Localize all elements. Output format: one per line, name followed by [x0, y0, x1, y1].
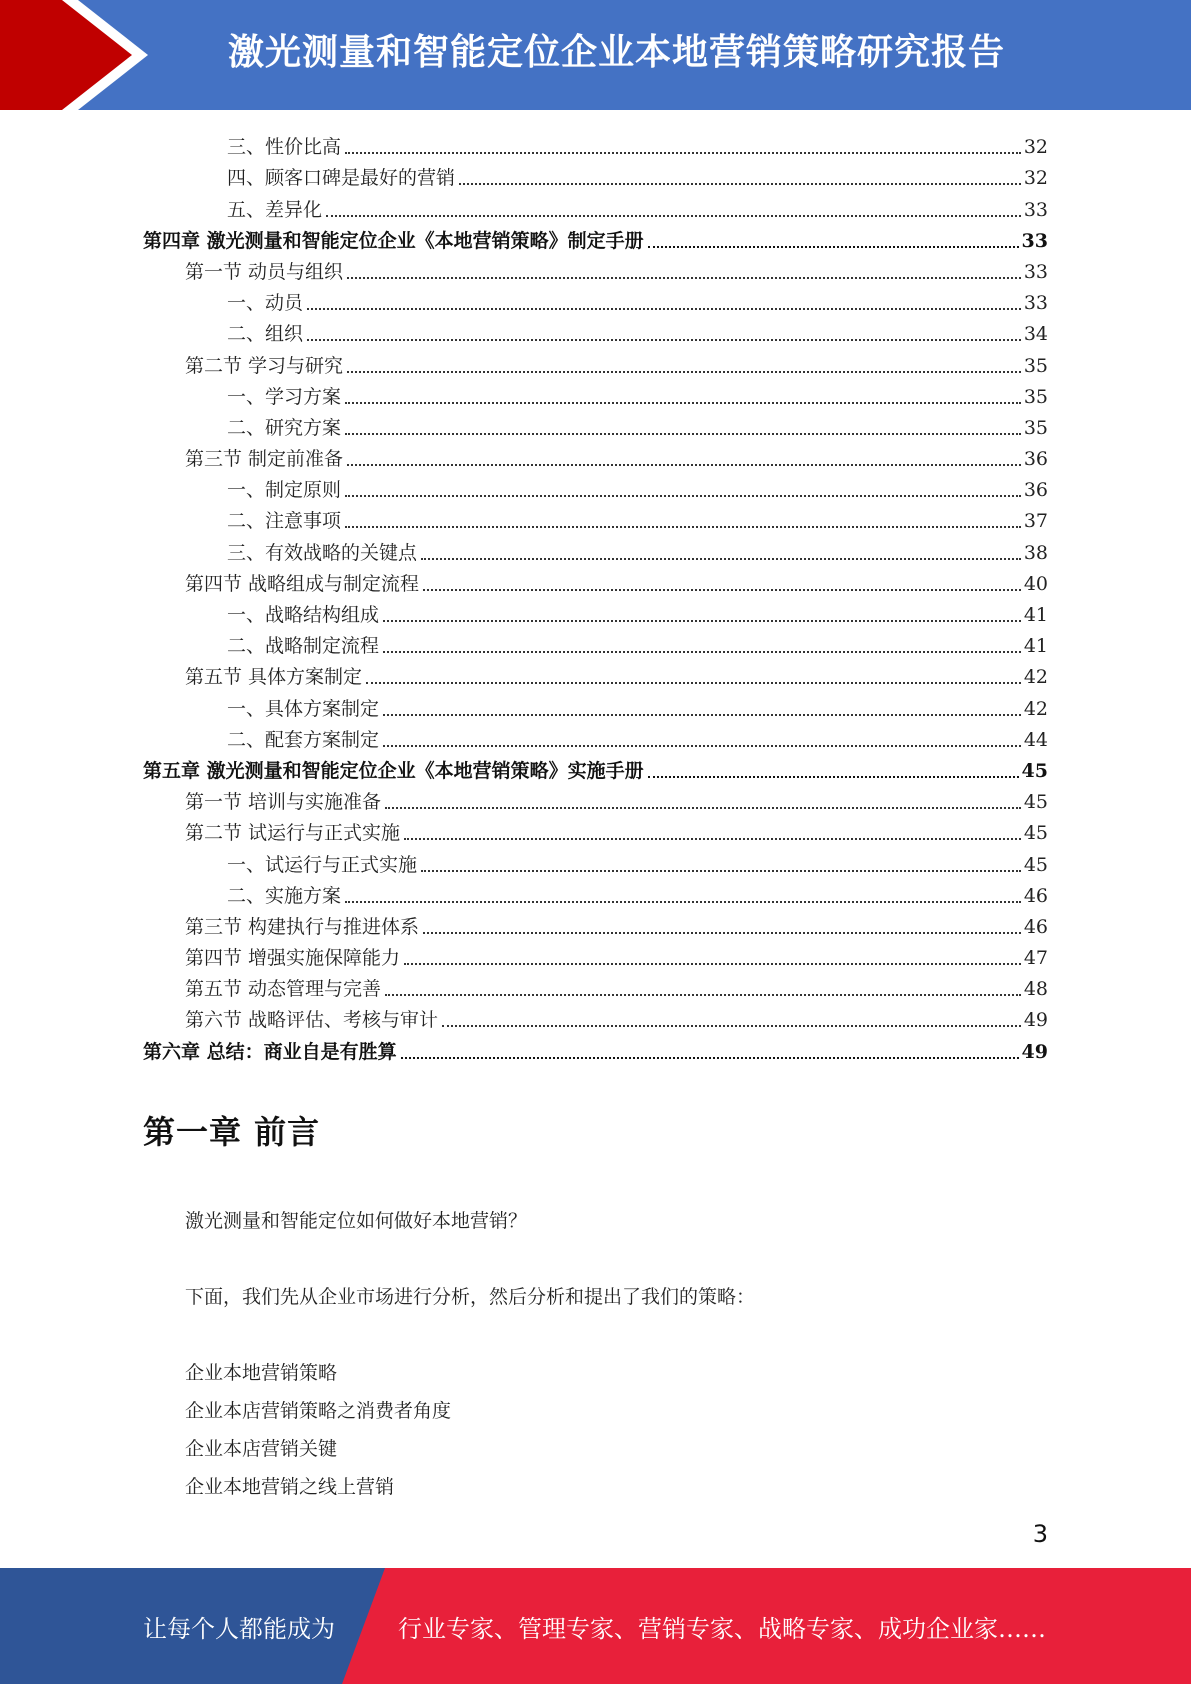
toc-entry[interactable]: [143, 627, 1048, 658]
toc-entry-page: 44: [1023, 728, 1048, 751]
toc-entry[interactable]: [143, 970, 1048, 1001]
toc-entry-title: 第一节 培训与实施准备: [185, 791, 382, 814]
toc-dot-leader: [421, 870, 1021, 872]
toc-dot-leader: [345, 402, 1021, 404]
footer-roles: 行业专家、管理专家、营销专家、战略专家、成功企业家……: [398, 1615, 1046, 1643]
strategy-item: 企业本店营销策略之消费者角度: [185, 1400, 452, 1422]
toc-dot-leader: [345, 526, 1021, 528]
toc-entry[interactable]: [143, 689, 1048, 720]
toc-entry-title: 二、研究方案: [227, 416, 342, 439]
toc-entry-page: 33: [1023, 260, 1048, 283]
toc-entry-page: 45: [1023, 853, 1048, 876]
toc-entry[interactable]: [143, 378, 1048, 409]
toc-entry[interactable]: [143, 471, 1048, 502]
page-header: [0, 0, 1191, 110]
header-title: 激光测量和智能定位企业本地营销策略研究报告: [228, 32, 1006, 73]
toc-entry-page: 32: [1023, 136, 1048, 159]
toc-entry-title: 第二节 试运行与正式实施: [185, 822, 401, 845]
toc-entry-page: 41: [1023, 604, 1048, 626]
toc-dot-leader: [423, 932, 1021, 934]
toc-dot-leader: [404, 838, 1021, 840]
toc-dot-leader: [385, 994, 1021, 996]
toc-entry[interactable]: [143, 908, 1048, 939]
toc-entry-title: 二、战略制定流程: [227, 635, 380, 658]
toc-entry[interactable]: [143, 1001, 1048, 1032]
toc-entry-title: 第四章 激光测量和智能定位企业《本地营销策略》制定手册: [143, 229, 644, 252]
toc-entry-page: 35: [1023, 416, 1048, 439]
toc-entry-title: 一、战略结构组成: [227, 604, 380, 626]
toc-dot-leader: [347, 277, 1021, 279]
toc-entry[interactable]: [143, 814, 1048, 845]
toc-entry[interactable]: [143, 658, 1048, 689]
toc-entry-title: 三、有效战略的关键点: [227, 541, 418, 564]
toc-entry-page: 34: [1023, 323, 1048, 346]
toc-dot-leader: [423, 589, 1021, 591]
toc-dot-leader: [345, 152, 1021, 154]
toc-entry-title: 一、制定原则: [227, 479, 342, 502]
toc-entry-page: 45: [1021, 759, 1048, 782]
toc-entry-page: 33: [1023, 198, 1048, 221]
toc-entry-page: 47: [1023, 947, 1048, 970]
toc-entry-page: 45: [1023, 791, 1048, 814]
toc-entry-title: 一、学习方案: [227, 385, 342, 408]
toc-entry-page: 35: [1023, 354, 1048, 377]
toc-dot-leader: [459, 183, 1021, 185]
chapter-heading: 第一章 前言: [143, 1113, 321, 1151]
page-footer: [0, 1568, 1191, 1684]
toc-entry-page: 45: [1023, 822, 1048, 845]
toc-entry-page: 36: [1023, 479, 1048, 502]
toc-entry[interactable]: [143, 565, 1048, 596]
table-of-contents: [143, 128, 1048, 1064]
toc-entry-page: 37: [1023, 510, 1048, 533]
page-number: 3: [1032, 1520, 1048, 1548]
toc-entry-page: 33: [1021, 229, 1048, 252]
toc-entry[interactable]: [143, 752, 1048, 783]
toc-entry[interactable]: [143, 939, 1048, 970]
toc-entry[interactable]: [143, 128, 1048, 159]
toc-entry-title: 第六节 战略评估、考核与审计: [185, 1009, 439, 1032]
toc-entry-page: 42: [1023, 666, 1048, 689]
toc-entry[interactable]: [143, 346, 1048, 377]
toc-entry[interactable]: [143, 877, 1048, 908]
toc-entry[interactable]: [143, 190, 1048, 221]
toc-dot-leader: [383, 651, 1021, 653]
toc-entry-title: 一、动员: [227, 292, 304, 315]
header-red-arrow: [0, 0, 132, 110]
toc-entry-title: 第三节 制定前准备: [185, 448, 344, 471]
toc-entry-page: 46: [1023, 884, 1048, 907]
strategy-item: 企业本地营销策略: [185, 1362, 338, 1384]
toc-dot-leader: [648, 776, 1019, 778]
toc-entry[interactable]: [143, 533, 1048, 564]
strategy-item: 企业本地营销之线上营销: [185, 1476, 395, 1498]
toc-dot-leader: [345, 901, 1021, 903]
toc-entry-title: 一、试运行与正式实施: [227, 853, 418, 876]
toc-entry[interactable]: [143, 596, 1048, 627]
toc-entry[interactable]: [143, 783, 1048, 814]
toc-entry-page: 32: [1023, 167, 1048, 190]
intro-question: 激光测量和智能定位如何做好本地营销？: [185, 1210, 528, 1232]
toc-dot-leader: [383, 745, 1021, 747]
toc-entry-page: 42: [1023, 697, 1048, 720]
toc-entry-title: 二、配套方案制定: [227, 728, 380, 751]
toc-dot-leader: [307, 308, 1021, 310]
toc-entry[interactable]: [143, 721, 1048, 752]
toc-dot-leader: [421, 558, 1021, 560]
toc-entry-page: 49: [1021, 1040, 1048, 1063]
toc-dot-leader: [347, 464, 1021, 466]
toc-dot-leader: [648, 246, 1019, 248]
toc-entry-title: 五、差异化: [227, 198, 323, 221]
toc-entry[interactable]: [143, 253, 1048, 284]
toc-entry-page: 49: [1023, 1009, 1048, 1032]
toc-entry[interactable]: [143, 502, 1048, 533]
toc-entry[interactable]: [143, 409, 1048, 440]
toc-entry-page: 35: [1023, 385, 1048, 408]
toc-entry[interactable]: [143, 845, 1048, 876]
toc-dot-leader: [326, 215, 1021, 217]
toc-entry[interactable]: [143, 222, 1048, 253]
toc-dot-leader: [366, 682, 1021, 684]
toc-entry-page: 40: [1023, 572, 1048, 595]
toc-entry-page: 38: [1023, 541, 1048, 564]
strategy-item: 企业本店营销关键: [185, 1438, 338, 1460]
toc-entry[interactable]: [143, 315, 1048, 346]
toc-entry-title: 二、注意事项: [227, 510, 342, 533]
toc-entry-title: 二、实施方案: [227, 884, 342, 907]
toc-entry[interactable]: [143, 284, 1048, 315]
toc-entry-title: 四、顾客口碑是最好的营销: [227, 167, 456, 190]
toc-entry-title: 二、组织: [227, 323, 304, 346]
toc-entry[interactable]: [143, 159, 1048, 190]
toc-entry-title: 第三节 构建执行与推进体系: [185, 915, 420, 938]
toc-dot-leader: [383, 620, 1021, 622]
toc-dot-leader: [345, 495, 1021, 497]
toc-dot-leader: [383, 714, 1021, 716]
toc-entry-page: 46: [1023, 915, 1048, 938]
toc-entry-title: 一、具体方案制定: [227, 697, 380, 720]
toc-entry-title: 第四节 增强实施保障能力: [185, 947, 401, 970]
toc-entry-title: 第六章 总结：商业自是有胜算: [143, 1040, 397, 1063]
toc-entry-page: 36: [1023, 448, 1048, 471]
toc-entry-title: 第二节 学习与研究: [185, 354, 344, 377]
toc-dot-leader: [401, 1057, 1019, 1059]
footer-slogan: 让每个人都能成为: [143, 1615, 335, 1643]
toc-entry[interactable]: [143, 1032, 1048, 1063]
toc-entry-title: 第五章 激光测量和智能定位企业《本地营销策略》实施手册: [143, 759, 644, 782]
toc-entry-title: 第一节 动员与组织: [185, 260, 344, 283]
toc-dot-leader: [385, 807, 1021, 809]
toc-entry-title: 第五节 动态管理与完善: [185, 978, 382, 1001]
toc-dot-leader: [307, 339, 1021, 341]
toc-entry-page: 33: [1023, 292, 1048, 315]
toc-entry-title: 第四节 战略组成与制定流程: [185, 572, 420, 595]
toc-entry-page: 41: [1023, 635, 1048, 658]
toc-entry[interactable]: [143, 440, 1048, 471]
toc-entry-title: 第五节 具体方案制定: [185, 666, 363, 689]
toc-dot-leader: [442, 1025, 1021, 1027]
toc-entry-page: 48: [1023, 978, 1048, 1001]
toc-entry-title: 三、性价比高: [227, 136, 342, 159]
toc-dot-leader: [347, 371, 1021, 373]
toc-dot-leader: [345, 433, 1021, 435]
intro-statement: 下面，我们先从企业市场进行分析，然后分析和提出了我们的策略：: [185, 1286, 756, 1308]
toc-dot-leader: [404, 963, 1021, 965]
